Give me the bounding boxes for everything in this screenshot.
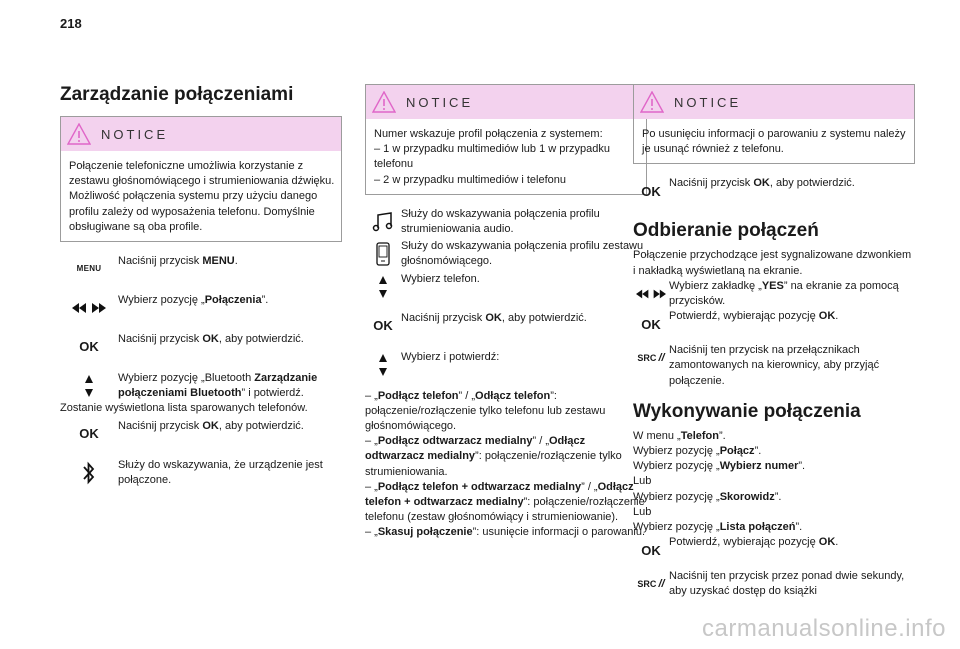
option-delete-connection: – „Skasuj połączenie”: usunięcie informacji o parowaniu.	[365, 526, 646, 539]
call-steps: W menu „Telefon”. Wybierz pozycję „Połącz”. Wybierz pozycję „Wybierz numer”. Lub Wybierz pozycję „Skorowidz”. Lub Wybierz pozycję „Lista połączeń”.	[633, 429, 806, 534]
incoming-call-note: Połączenie przychodzące jest sygnalizowane dzwonkiem i nakładką wyświetlaną na ekranie.	[633, 249, 912, 277]
column-3	[633, 84, 915, 609]
notice-box	[365, 84, 647, 195]
ok-icon: OK	[373, 318, 393, 334]
section-heading-receiving: Odbieranie połączeń	[633, 220, 819, 242]
column-2	[365, 84, 647, 549]
up-down-arrows-icon	[365, 272, 401, 302]
option-connect-both: – „Podłącz telefon + odtwarzacz medialny” / „Odłącz telefon + odtwarzacz medialny”: połączenie/rozłączenie telefonu (zestaw głośnomówiący i strumieniowanie).	[365, 480, 645, 524]
left-right-arrows-icon	[60, 293, 118, 323]
notice-box	[633, 84, 915, 164]
step-row: OK Naciśnij przycisk OK, aby potwierdzić.	[60, 332, 342, 362]
notice-text: Połączenie telefoniczne umożliwia korzystanie z zestawu głośnomówiącego i strumieniowania dźwięku.	[69, 160, 335, 188]
menu-icon: MENU	[76, 264, 102, 274]
watermark: carmanualsonline.info	[702, 615, 946, 642]
warning-triangle-icon	[67, 123, 91, 145]
step-row: Wybierz i potwierdź:	[365, 350, 647, 380]
phone-icon	[365, 239, 401, 269]
section-heading-making-call: Wykonywanie połączenia	[633, 400, 861, 422]
notice-header	[634, 85, 914, 119]
notice-box	[60, 116, 342, 242]
step-row: OK Potwierdź, wybierając pozycję OK.	[633, 309, 915, 339]
up-down-arrows-icon	[365, 350, 401, 380]
up-down-arrows-icon	[60, 371, 118, 401]
notice-title: NOTICE	[406, 94, 474, 110]
music-note-icon	[365, 207, 401, 237]
ok-icon: OK	[641, 316, 661, 332]
option-connect-media: – „Podłącz odtwarzacz medialny” / „Odłącz odtwarzacz medialny”: połączenie/rozłączenie tylko strumieniowania.	[365, 435, 622, 478]
step-row: OK Potwierdź, wybierając pozycję OK.	[633, 535, 915, 565]
bluetooth-icon	[60, 458, 118, 488]
step-row: OK Naciśnij przycisk OK, aby potwierdzić.	[60, 419, 342, 449]
paired-list-note: Zostanie wyświetlona lista sparowanych telefonów.	[60, 402, 308, 415]
ok-icon: OK	[79, 426, 99, 442]
step-row: Wybierz zakładkę „YES” na ekranie za pomocą przycisków.	[633, 279, 915, 309]
step-row: Wybierz telefon.	[365, 272, 647, 302]
step-row: SRC // Naciśnij ten przycisk przez ponad dwie sekundy, aby uzyskać dostęp do książki	[633, 569, 915, 599]
option-connect-phone: – „Podłącz telefon” / „Odłącz telefon”: połączenie/rozłączenie tylko telefonu lub zestawu głośnomówiącego.	[365, 389, 606, 433]
step-row: Wybierz pozycję „Połączenia”.	[60, 293, 342, 323]
notice-body	[61, 151, 341, 241]
step-row: Wybierz pozycję „Bluetooth Zarządzanie połączeniami Bluetooth” i potwierdź.	[60, 371, 342, 401]
step-row: Służy do wskazywania połączenia profilu zestawu głośnomówiącego.	[365, 239, 647, 269]
step-row: MENU Naciśnij przycisk MENU.	[60, 254, 342, 284]
notice-header	[366, 85, 646, 119]
step-row: SRC // Naciśnij ten przycisk na przełącznikach zamontowanych na kierownicy, aby przyjąć połączenie.	[633, 343, 915, 389]
notice-title: NOTICE	[674, 94, 742, 110]
section-heading-connections: Zarządzanie połączeniami	[60, 84, 294, 105]
step-row: Służy do wskazywania, że urządzenie jest połączone.	[60, 458, 342, 488]
ok-icon: OK	[641, 542, 661, 558]
step-row: Służy do wskazywania połączenia profilu strumieniowania audio.	[365, 207, 647, 237]
column-1	[60, 84, 342, 497]
src-button-icon: SRC //	[637, 351, 665, 364]
left-right-arrows-icon	[633, 279, 669, 309]
step-row: OK Naciśnij przycisk OK, aby potwierdzić.	[365, 311, 647, 341]
notice-body: Numer wskazuje profil połączenia z systemem: – 1 w przypadku multimediów lub 1 w przypadku telefonu – 2 w przypadku multimediów i telefonu	[374, 128, 611, 186]
step-row: OK Naciśnij przycisk OK, aby potwierdzić.	[633, 176, 915, 206]
notice-title: NOTICE	[101, 126, 169, 142]
warning-triangle-icon	[372, 91, 396, 113]
src-button-icon: SRC //	[637, 577, 665, 590]
warning-triangle-icon	[640, 91, 664, 113]
ok-icon: OK	[79, 339, 99, 355]
ok-icon: OK	[641, 183, 661, 199]
notice-header	[61, 117, 341, 151]
notice-text: Możliwość połączenia systemu przy użyciu danego profilu zależy od wyposażenia telefonu. Domyślnie obsługiwane są oba profile.	[69, 190, 318, 233]
page-number: 218	[60, 16, 82, 31]
notice-body: Po usunięciu informacji o parowaniu z systemu należy je usunąć również z telefonu.	[642, 128, 906, 156]
